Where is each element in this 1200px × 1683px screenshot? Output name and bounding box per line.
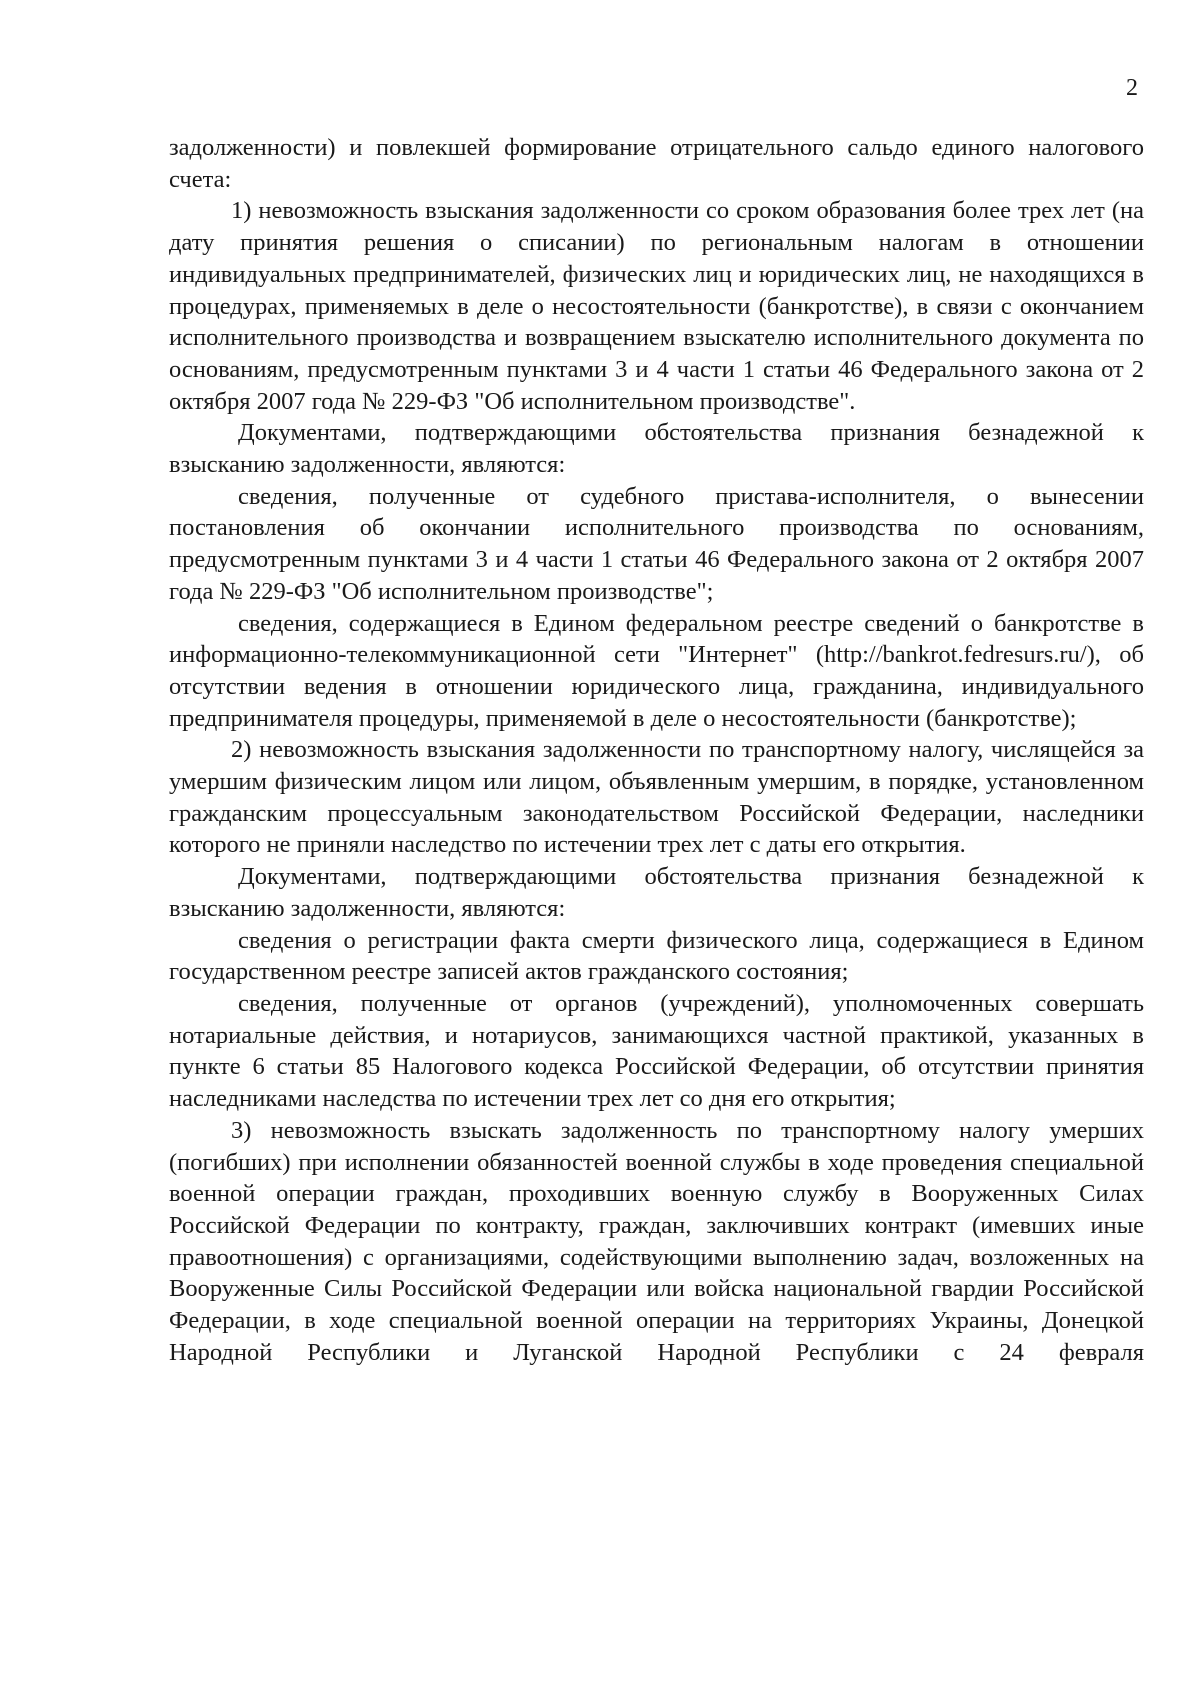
paragraph-death-registry: сведения о регистрации факта смерти физического лица, содержащиеся в Едином государственном реестре записей актов гражданского состояния; [169,926,1144,986]
page-number: 2 [1126,75,1138,101]
paragraph-documents-intro-2: Документами, подтверждающими обстоятельства признания безнадежной к взысканию задолженности, являются: [169,863,1144,922]
paragraph-item-1: 1) невозможность взыскания задолженности со сроком образования более трех лет (на дату принятия решения о списании) по региональным налогам в отношении индивидуальных предпринимателей, физических лиц и юридических лиц, не находящихся в процедурах, применяемых в деле о несостоятельности (банкротстве), в связи с окончанием исполнительного производства и возвращением взыскателю исполнительного документа по основаниям, предусмотренным пунктами 3 и 4 части 1 статьи 46 Федерального закона от 2 октября 2007 года № 229-ФЗ "Об исполнительном производстве". [169,197,1144,415]
document-body [169,132,1144,1368]
paragraph-notary-info: сведения, полученные от органов (учреждений), уполномоченных совершать нотариальные действия, и нотариусов, занимающихся частной практикой, указанных в пункте 6 статьи 85 Налогового кодекса Российской Федерации, об отсутствии принятия наследниками наследства по истечении трех лет со дня его открытия; [169,989,1144,1113]
paragraph-documents-intro-1: Документами, подтверждающими обстоятельства признания безнадежной к взысканию задолженности, являются: [169,419,1144,479]
paragraph-item-2: 2) невозможность взыскания задолженности по транспортному налогу, числящейся за умершим физическим лицом или лицом, объявленным умершим, в порядке, установленном гражданским процессуальным законодательством Российской Федерации, наследники которого не приняли наследство по истечении трех лет с даты его открытия. [169,736,1144,859]
paragraph-continuation: задолженности) и повлекшей формирование отрицательного сальдо единого налогового счета: [169,134,1144,193]
paragraph-bailiff-info: сведения, полученные от судебного пристава-исполнителя, о вынесении постановления об окончании исполнительного производства по основаниям, предусмотренным пунктами 3 и 4 части 1 статьи 46 Федерального закона от 2 октября 2007 года № 229-ФЗ "Об исполнительном производстве"; [169,482,1144,605]
paragraph-item-3: 3) невозможность взыскать задолженность по транспортному налогу умерших (погибших) при исполнении обязанностей военной службы в ходе проведения специальной военной операции граждан, проходивших военную службу в Вооруженных Силах Российской Федерации по контракту, граждан, заключивших контракт (имевших иные правоотношения) с организациями, содействующими выполнению задач, возложенных на Вооруженные Силы Российской Федерации или войска национальной гвардии Российской Федерации, в ходе специальной военной операции на территориях Украины, Донецкой Народной Республики и Луганской Народной Республики с 24 февраля [169,1116,1144,1366]
paragraph-bankruptcy-registry: сведения, содержащиеся в Едином федеральном реестре сведений о банкротстве в информационно-телекоммуникационной сети "Интернет" (http://bankrot.fedresurs.ru/), об отсутствии ведения в отношении юридического лица, гражданина, индивидуального предпринимателя процедуры, применяемой в деле о несостоятельности (банкротстве); [169,609,1144,732]
